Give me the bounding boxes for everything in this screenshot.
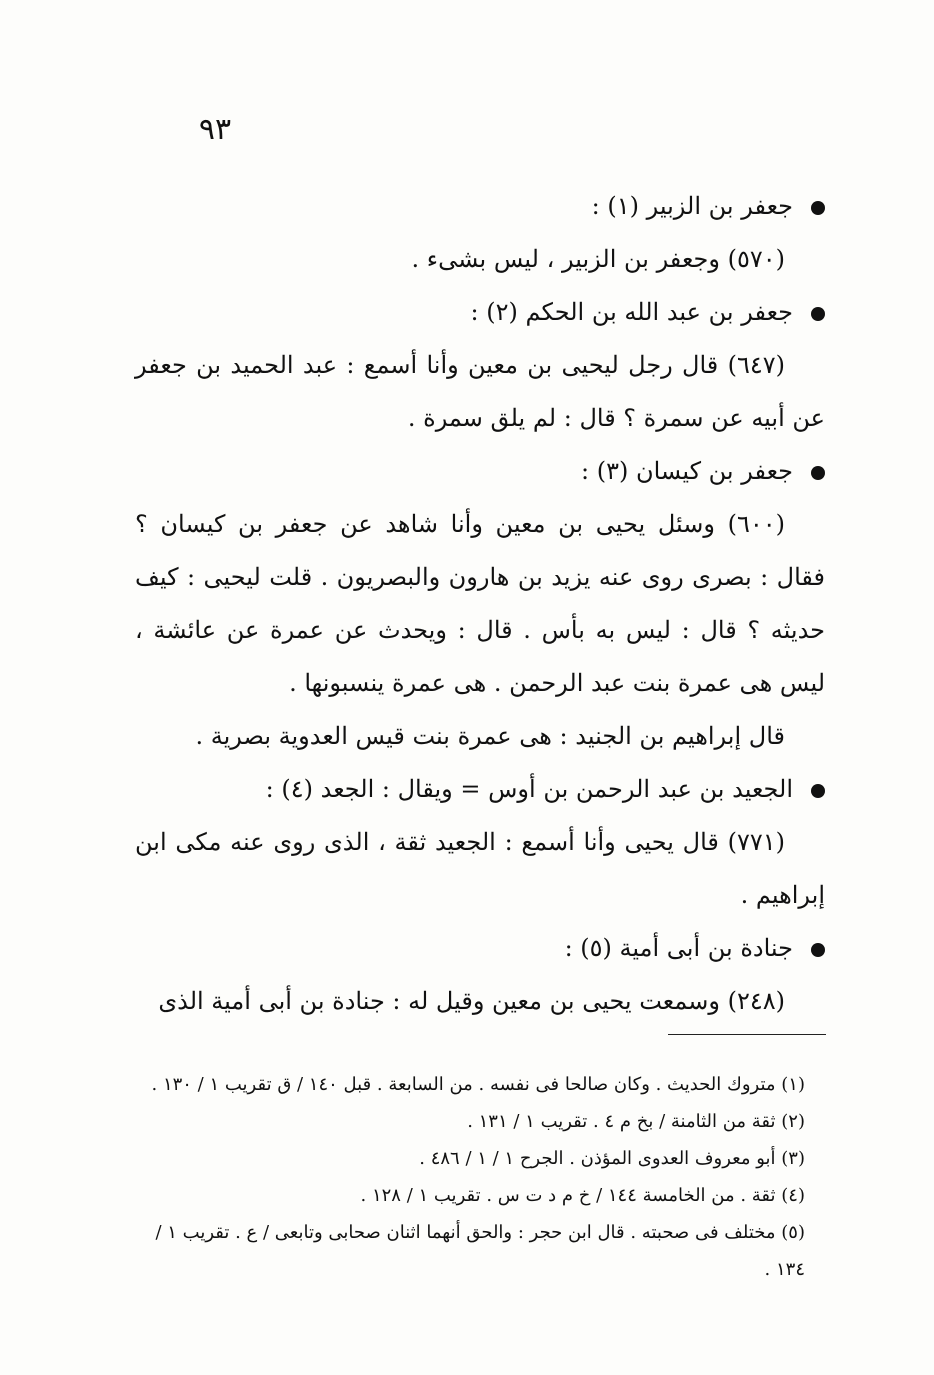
entry-paragraph: قال إبراهيم بن الجنيد : هى عمرة بنت قيس العدوية بصرية . [195,722,785,750]
entry-paragraph: (٧٧١) قال يحيى وأنا أسمع : الجعيد ثقة ، الذى روى عنه مكى ابن إبراهيم . [135,828,825,909]
entry-heading [135,445,825,498]
entry-paragraph: (٥٧٠) وجعفر بن الزبير ، ليس بشىء . [411,245,785,273]
bullet-icon [811,201,825,215]
main-text [135,180,825,1028]
entry-heading [135,763,825,816]
footnote: (١) متروك الحديث . وكان صالحا فى نفسه . من السابعة . قبل ١٤٠ / ق تقريب ١ / ١٣٠ . [151,1074,805,1095]
footnote-divider [668,1034,826,1035]
entry-paragraph: (٦٠٠) وسئل يحيى بن معين وأنا شاهد عن جعفر بن كيسان ؟ فقال : بصرى روى عنه يزيد بن هارون والبصريون . قلت ليحيى : كيف حديثه ؟ قال : ليس به بأس . قال : ويحدث عن عمرة عن عائشة ، ليس هى عمرة بنت عبد الرحمن . هى عمرة ينسبونها . [135,510,825,697]
entry-paragraph: (٦٤٧) قال رجل ليحيى بن معين وأنا أسمع : عبد الحميد بن جعفر عن أبيه عن سمرة ؟ قال : لم يلق سمرة . [135,351,825,432]
entry-heading [135,286,825,339]
footnote: (٥) مختلف فى صحبته . قال ابن حجر : والحق أنهما اثنان صحابى وتابعى / ع . تقريب ١ / ١٣٤ . [155,1222,805,1280]
heading-text: جعفر بن الزبير (١) : [591,192,793,220]
entry-heading [135,922,825,975]
footnotes [135,1066,825,1288]
entry-paragraph: (٢٤٨) وسمعت يحيى بن معين وقيل له : جنادة بن أبى أمية الذى [158,987,785,1015]
footnote: (٣) أبو معروف العدوى المؤذن . الجرح ١ / ١ / ٤٨٦ . [419,1148,805,1169]
bullet-icon [811,784,825,798]
heading-text: جنادة بن أبى أمية (٥) : [564,934,793,962]
heading-text: الجعيد بن عبد الرحمن بن أوس = ويقال : الجعد (٤) : [265,775,793,803]
heading-text: جعفر بن كيسان (٣) : [581,457,793,485]
page-number: ٩٣ [198,112,232,147]
bullet-icon [811,466,825,480]
bullet-icon [811,307,825,321]
bullet-icon [811,943,825,957]
entry-heading [135,180,825,233]
footnote: (٢) ثقة من الثامنة / بخ م ٤ . تقريب ١ / ١٣١ . [467,1111,805,1132]
heading-text: جعفر بن عبد الله بن الحكم (٢) : [470,298,793,326]
footnote: (٤) ثقة . من الخامسة ١٤٤ / خ م د ت س . تقريب ١ / ١٢٨ . [360,1185,805,1206]
